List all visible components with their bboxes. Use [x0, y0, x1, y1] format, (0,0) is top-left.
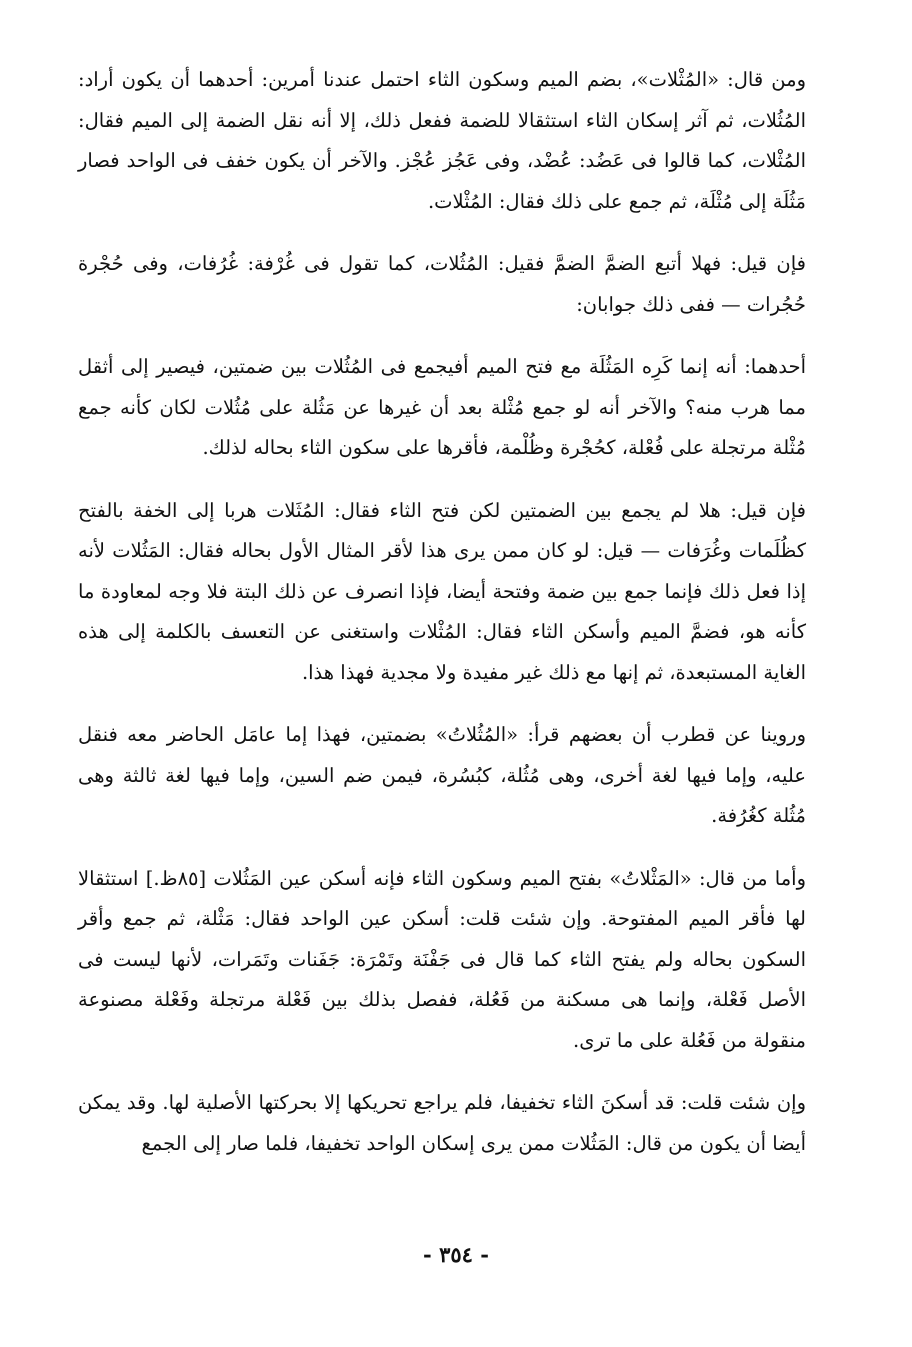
- paragraph-1: ومن قال: «المُثْلات»، بضم الميم وسكون الثاء احتمل عندنا أمرين: أحدهما أن يكون أراد: المُثُلات، ثم آثر إسكان الثاء استثقالا للضمة ففعل ذلك، إلا أنه نقل الضمة إلى الميم فقال: المُثْلات، كما قالوا فى عَضُد: عُضْد، وفى عَجُز عُجْز. والآخر أن يكون خفف فى الواحد فصار مَثُلَة إلى مُثْلَة، ثم جمع على ذلك فقال: المُثْلات.: [78, 68, 806, 213]
- paragraph-7: وإن شئت قلت: قد أسكنَ الثاء تخفيفا، فلم يراجع تحريكها إلا بحركتها الأصلية لها. وقد يمكن أيضا أن يكون من قال: المَثُلات ممن يرى إسكان الواحد تخفيفا، فلما صار إلى الجمع: [78, 1091, 806, 1155]
- paragraph-3: أحدهما: أنه إنما كَرِه المَثُلَة مع فتح الميم أفيجمع فى المُثُلات بين ضمتين، فيصير إلى أثقل مما هرب منه؟ والآخر أنه لو جمع مُثْلة بعد أن غيرها عن مَثُلة على مُثُلات لكان كأنه جمع مُثْلة مرتجلة على فُعْلة، كحُجْرة وظُلْمة، فأقرها على سكون الثاء بحاله لذلك.: [78, 355, 806, 459]
- paragraph-4: فإن قيل: هلا لم يجمع بين الضمتين لكن فتح الثاء فقال: المُثَلات هربا إلى الخفة بالفتح كظُلَمات وغُرَفات — قيل: لو كان ممن يرى هذا لأقر المثال الأول بحاله فقال: المَثُلات لأنه إذا فعل ذلك فإنما جمع بين ضمة وفتحة أيضا، فإذا انصرف عن ذلك البتة فلا وجه لمعاودة ما كأنه هو، فضمَّ الميم وأسكن الثاء فقال: المُثْلات واستغنى عن التعسف بالكلمة إلى هذه الغاية المستبعدة، ثم إنها مع ذلك غير مفيدة ولا مجدية فهذا هذا.: [78, 498, 806, 684]
- paragraph-2: فإن قيل: فهلا أتبع الضمَّ الضمَّ فقيل: المُثُلات، كما تقول فى غُرْفة: غُرُفات، وفى حُجْرة حُجُرات — ففى ذلك جوابان:: [78, 252, 806, 316]
- page-body: [78, 60, 806, 1164]
- page-number: - ٣٥٤ -: [423, 1242, 489, 1267]
- paragraph-5: وروينا عن قطرب أن بعضهم قرأ: «المُثُلاتُ» بضمتين، فهذا إما عامَل الحاضر معه فنقل عليه، وإما فيها لغة أخرى، وهى مُثُلة، كبُسُرة، فيمن ضم السين، وإما فيها لغة ثالثة وهى مُثُلة كغُرُفة.: [78, 723, 806, 827]
- paragraph-6: وأما من قال: «المَثْلاتُ» بفتح الميم وسكون الثاء فإنه أسكن عين المَثُلات [٨٥ظ.] استثقالا لها فأقر الميم المفتوحة. وإن شئت قلت: أسكن عين الواحد فقال: مَثْلة، ثم جمع وأقر السكون بحاله ولم يفتح الثاء كما قال فى جَفْنَة وتَمْرَة: جَفَنات وتَمَرات، لأنها ليست فى الأصل فَعْلة، وإنما هى مسكنة من فَعُلة، ففصل بذلك بين فَعْلة مرتجلة وفَعْلة مصنوعة منقولة من فَعُلة على ما ترى.: [78, 866, 806, 1052]
